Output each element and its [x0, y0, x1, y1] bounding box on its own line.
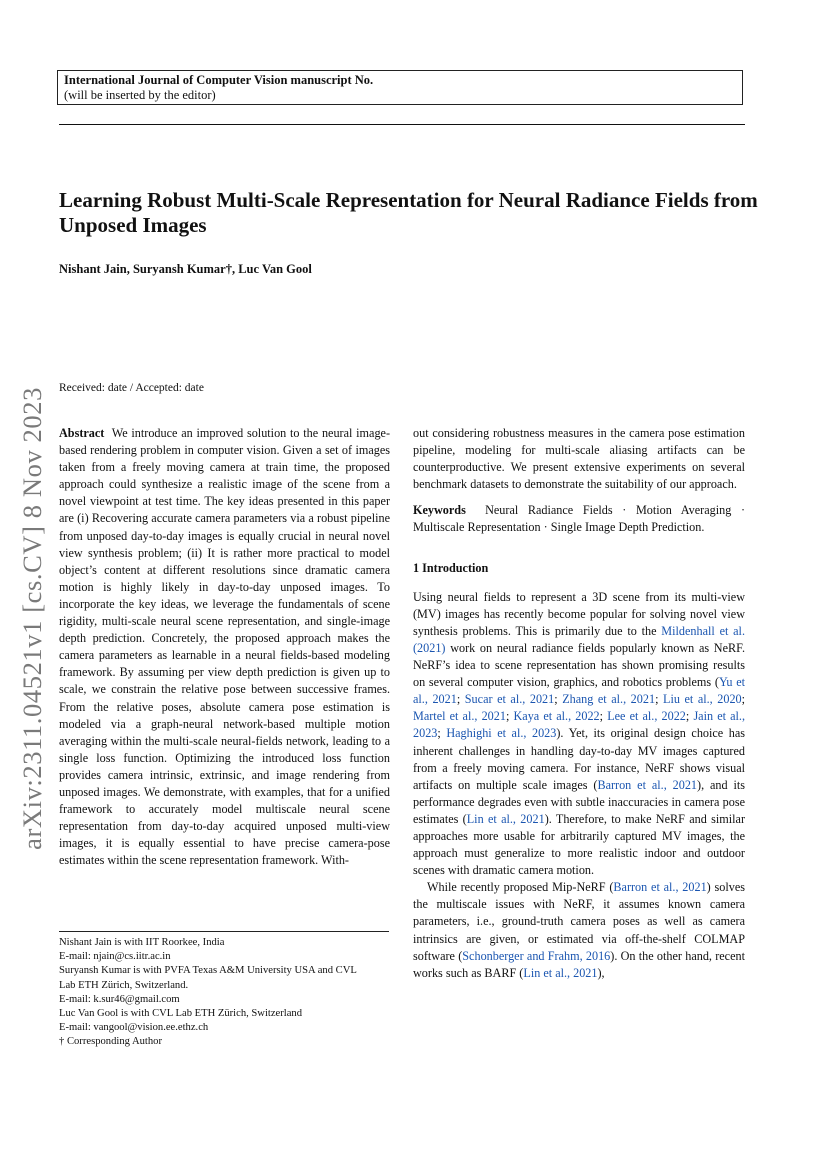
- header-rule: [59, 124, 745, 125]
- journal-header-box: [57, 70, 743, 105]
- keywords-text: Neural Radiance Fields · Motion Averaging · Multiscale Representation · Single Image Depth Prediction.: [413, 503, 746, 535]
- body-text: Using neural fields to represent a 3D scene from its multi-view (MV) images has recently become popular for solving novel view synthesis problems. This is primarily due to the: [413, 589, 745, 638]
- citation-link[interactable]: Jain et al., 2023: [413, 709, 746, 741]
- footnotes: [59, 936, 399, 1050]
- citation-link[interactable]: Lin et al., 2021: [523, 965, 598, 980]
- intro-paragraph-2: [413, 879, 745, 982]
- citation-link[interactable]: Martel et al., 2021: [413, 709, 506, 724]
- received-date: Received: date / Accepted: date: [59, 382, 204, 394]
- section-heading: 1 Introduction: [413, 560, 489, 575]
- citation-link[interactable]: Kaya et al., 2022: [513, 709, 600, 724]
- footnote-line: Nishant Jain is with IIT Roorkee, India: [59, 937, 225, 948]
- keywords-paragraph: [413, 502, 745, 536]
- body-text: ). Yet, its original design choice has inherent challenges in handling day-to-day MV images captured from a freely moving camera. For instance, NeRF shows visual artifacts on multiple scale images (: [413, 726, 746, 792]
- body-text: ;: [456, 692, 465, 707]
- citation-link[interactable]: Mildenhall et al. (2021): [413, 623, 745, 655]
- body-text: ), and its performance degrades even with subtle inaccuracies in camera pose estimates (: [413, 777, 746, 826]
- abstract-label: Abstract: [59, 426, 105, 440]
- body-text: ;: [554, 692, 563, 707]
- body-text: ) solves the multiscale issues with NeRF, it assumes known camera parameters, i.e., ground-truth camera poses as well as camera intrinsics are given, or estimated via off-the-shelf COLMAP software (: [413, 880, 745, 963]
- body-text: ). On the other hand, recent works such as BARF (: [413, 948, 745, 980]
- footnote-line: Lab ETH Zürich, Switzerland.: [59, 979, 189, 991]
- intro-paragraph-1: [413, 589, 745, 880]
- citation-link[interactable]: Lin et al., 2021: [466, 811, 545, 826]
- citation-link[interactable]: Barron et al., 2021: [613, 880, 707, 895]
- body-text: ;: [505, 709, 514, 724]
- body-text: ;: [655, 692, 664, 707]
- author-list: Nishant Jain, Suryansh Kumar†, Luc Van Gool: [59, 262, 312, 276]
- citation-link[interactable]: Haghighi et al., 2023: [446, 726, 557, 741]
- left-column: [59, 425, 390, 869]
- citation-link[interactable]: Liu et al., 2020: [663, 692, 742, 707]
- body-text: ;: [685, 709, 694, 724]
- body-text: ). Therefore, to make NeRF and similar approaches more usable for arbitrarily captured MV images, the approach must generalize to more realistic indoor and outdoor scenes with dramatic camera motion.: [413, 811, 746, 878]
- abstract-text-right: out considering robustness measures in the camera pose estimation pipeline, modeling for multi-scale aliasing artifacts can be counterproductive. We present extensive experiments on several benchmark datasets to demonstrate the suitability of our approach.: [413, 426, 745, 492]
- arxiv-id[interactable]: arXiv:2311.04521v1 [cs.CV] 8 Nov 2023: [16, 387, 47, 850]
- right-column: [413, 425, 745, 982]
- footnote-line: E-mail: vangool@vision.ee.ethz.ch: [59, 1022, 209, 1034]
- abstract-paragraph: [59, 425, 390, 869]
- citation-link[interactable]: Lee et al., 2022: [607, 709, 686, 724]
- keywords-label: Keywords: [413, 503, 466, 518]
- arxiv-stamp: [8, 366, 56, 871]
- body-text: ;: [741, 692, 746, 707]
- body-text: ),: [597, 965, 605, 980]
- body-text: work on neural radiance fields popularly known as NeRF. NeRF’s idea to scene representation has shown promising results on several computer vision, graphics, and robotics problems (: [413, 640, 745, 690]
- body-text: ;: [437, 726, 447, 741]
- paper-title: Learning Robust Multi-Scale Representation for Neural Radiance Fields from Unposed Images: [59, 188, 758, 237]
- footnote-line: E-mail: njain@cs.iitr.ac.in: [59, 951, 171, 963]
- abstract-text-left: We introduce an improved solution to the neural image-based rendering problem in computer vision. Given a set of images taken from a freely moving camera at train time, the proposed approach could synthesize a realistic image of the scene from a novel viewpoint at test time. The key ideas presented in this paper are (i) Recovering accurate camera parameters via a robust pipeline from unposed day-to-day images is equally crucial in neural novel view synthesis problem; (ii) It is rather more practical to model object’s content at different resolutions since dramatic camera motion is highly likely in day-to-day unposed images. To incorporate the key ideas, we leverage the fundamentals of scene rigidity, multi-scale neural scene representation, and single-image depth prediction. Concretely, the proposed approach makes the camera parameters as learnable in a neural fields-based modeling framework. By assuming per view depth prediction is given up to scale, we constrain the relative pose between successive frames. From the relative poses, absolute camera pose estimation is modeled via a graph-neural network-based multiple motion averaging within the multi-scale neural-fields network, leading to a single loss function. Optimizing the introduced loss function provides camera intrinsic, extrinsic, and image rendering from unposed images. We demonstrate, with examples, that for a unified framework to accurately model multiscale neural scene representation from day-to-day acquired unposed multi-view images, it is equally essential to have precise camera-pose estimates within the scene representation framework. With-: [59, 426, 391, 868]
- footnote-rule: [59, 931, 389, 932]
- citation-link[interactable]: Schonberger and Frahm, 2016: [462, 948, 611, 963]
- journal-note: (will be inserted by the editor): [64, 88, 216, 102]
- body-text: While recently proposed Mip-NeRF (: [427, 880, 614, 895]
- citation-link[interactable]: Sucar et al., 2021: [464, 692, 555, 707]
- citation-link[interactable]: Barron et al., 2021: [597, 777, 698, 792]
- citation-link[interactable]: Yu et al., 2021: [413, 675, 745, 707]
- footnote-line: Luc Van Gool is with CVL Lab ETH Zürich, Switzerland: [59, 1008, 303, 1020]
- footnote-line: † Corresponding Author: [59, 1036, 162, 1048]
- citation-link[interactable]: Zhang et al., 2021: [562, 692, 656, 707]
- journal-name: International Journal of Computer Vision manuscript No.: [64, 73, 374, 87]
- footnote-line: Suryansh Kumar is with PVFA Texas A&M University USA and CVL: [59, 965, 357, 977]
- footnote-line: E-mail: k.sur46@gmail.com: [59, 993, 180, 1005]
- body-text: ;: [599, 709, 608, 724]
